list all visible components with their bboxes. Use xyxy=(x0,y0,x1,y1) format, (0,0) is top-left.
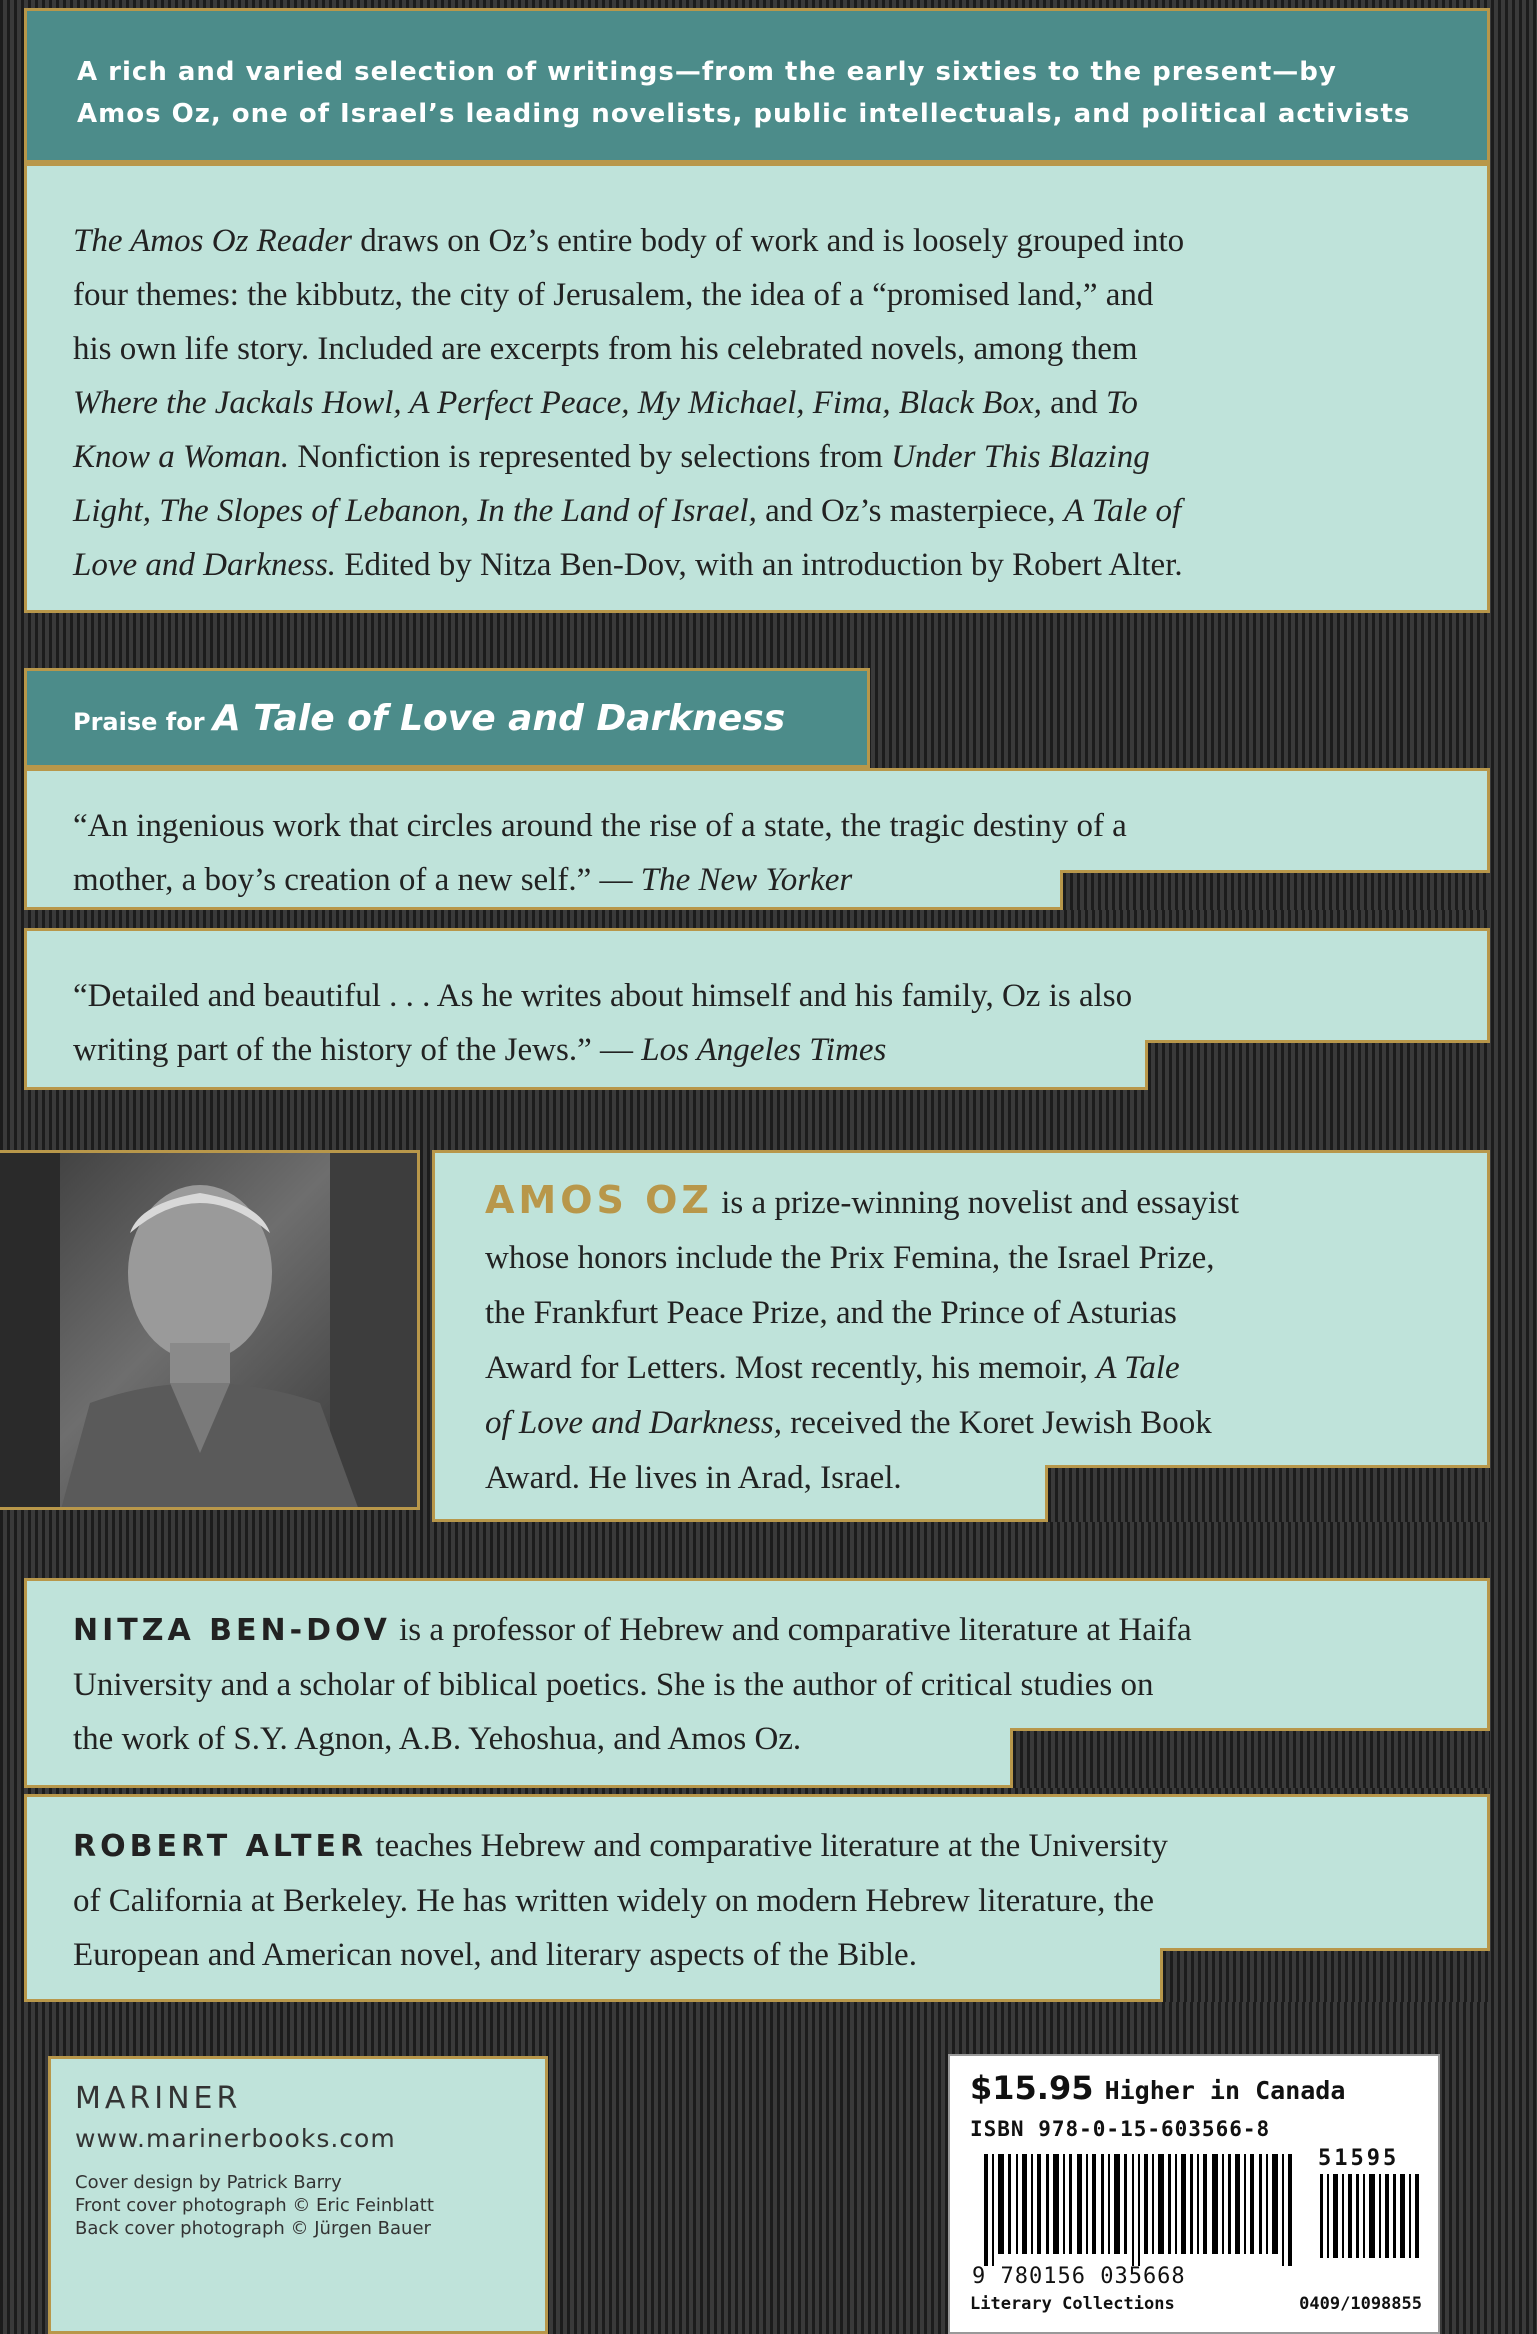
robert-name: ROBERT ALTER xyxy=(73,1829,368,1864)
desc-line-4 xyxy=(73,376,1447,430)
price-barcode xyxy=(1320,2174,1420,2258)
desc-title: The Amos Oz Reader xyxy=(73,223,352,259)
intro-line-2: Amos Oz, one of Israel’s leading novelists, public intellectuals, and political activists xyxy=(77,99,1411,129)
nitza-name: NITZA BEN-DOV xyxy=(73,1613,391,1648)
desc-italic: Under This Blazing xyxy=(891,439,1150,475)
amos-line-1 xyxy=(485,1173,1487,1231)
quote1-text: mother, a boy’s creation of a new self.” — xyxy=(73,862,641,898)
quote1-source: The New Yorker xyxy=(640,862,853,898)
desc-italic: A Tale of xyxy=(1063,493,1182,529)
desc-line-2 xyxy=(73,268,1447,322)
amos-line-6: Award. He lives in Arad, Israel. xyxy=(485,1460,902,1496)
amos-oz-name: AMOS OZ xyxy=(485,1178,713,1222)
desc-text: draws on Oz’s entire body of work and is loosely grouped into xyxy=(351,223,1185,259)
intro-line-1: A rich and varied selection of writings—from the early sixties to the present—by xyxy=(77,57,1337,87)
desc-text: and xyxy=(1041,385,1107,421)
portrait-illustration xyxy=(0,1153,420,1510)
desc-text: his own life story. Included are excerpts from his celebrated novels, among them xyxy=(73,331,1138,367)
category: Literary Collections xyxy=(970,2294,1175,2314)
nitza-line-1 xyxy=(73,1603,1487,1658)
desc-italic: Where the Jackals Howl, A Perfect Peace, My Michael, Fima, Black Box, xyxy=(73,385,1042,421)
quote2-notch xyxy=(1145,1040,1490,1090)
author-photo xyxy=(0,1150,420,1510)
amos-text: is a prize-winning novelist and essayist xyxy=(712,1185,1240,1221)
back-photo-credit: Back cover photograph © Jürgen Bauer xyxy=(75,2218,431,2239)
publisher-website: www.marinerbooks.com xyxy=(75,2124,396,2153)
quote1-notch xyxy=(1060,870,1490,910)
quote1-line-1: “An ingenious work that circles around the rise of a state, the tragic destiny of a xyxy=(73,808,1127,844)
barcode-number: 9 780156 035668 xyxy=(972,2264,1186,2289)
desc-text: Edited by Nitza Ben-Dov, with an introduction by Robert Alter. xyxy=(336,547,1183,583)
amos-line-3: the Frankfurt Peace Prize, and the Prince of Asturias xyxy=(485,1295,1177,1331)
nitza-notch xyxy=(1010,1728,1490,1788)
cover-design-credit: Cover design by Patrick Barry xyxy=(75,2172,342,2193)
amos-line-5 xyxy=(485,1396,1487,1451)
desc-italic: Love and Darkness. xyxy=(73,547,337,583)
desc-italic: Light, The Slopes of Lebanon, In the Land of Israel, xyxy=(73,493,757,529)
amos-memoir: of Love and Darkness, xyxy=(485,1405,782,1441)
robert-line-1 xyxy=(73,1819,1487,1874)
robert-notch xyxy=(1160,1948,1490,2002)
desc-line-3 xyxy=(73,322,1447,376)
publisher-box xyxy=(48,2056,548,2334)
robert-line-2: of California at Berkeley. He has written widely on modern Hebrew literature, the xyxy=(73,1883,1154,1919)
amos-text: Award for Letters. Most recently, his memoir, xyxy=(485,1350,1097,1386)
description-panel xyxy=(24,163,1490,613)
price-line xyxy=(970,2068,1422,2114)
desc-text: Nonfiction is represented by selections from xyxy=(289,439,892,475)
front-photo-credit: Front cover photograph © Eric Feinblatt xyxy=(75,2195,434,2216)
price-code: 51595 xyxy=(1318,2146,1400,2171)
desc-text: four themes: the kibbutz, the city of Jerusalem, the idea of a “promised land,” and xyxy=(73,277,1154,313)
desc-line-6 xyxy=(73,484,1447,538)
amos-text: received the Koret Jewish Book xyxy=(781,1405,1212,1441)
barcode-box xyxy=(948,2054,1440,2334)
quote2-line-1: “Detailed and beautiful . . . As he writes about himself and his family, Oz is also xyxy=(73,978,1133,1014)
isbn: ISBN 978-0-15-603566-8 xyxy=(970,2117,1271,2141)
amos-line-4 xyxy=(485,1341,1487,1396)
amos-line-2: whose honors include the Prix Femina, the Israel Prize, xyxy=(485,1240,1215,1276)
amos-memoir: A Tale xyxy=(1096,1350,1180,1386)
barcode-graphics xyxy=(970,2144,1422,2294)
quote2-source: Los Angeles Times xyxy=(641,1032,887,1068)
quote2-text: writing part of the history of the Jews.” — xyxy=(73,1032,642,1068)
praise-banner xyxy=(24,668,870,768)
price: $15.95 xyxy=(970,2069,1094,2107)
desc-line-1 xyxy=(73,214,1447,268)
catalog-code: 0409/1098855 xyxy=(1299,2294,1422,2314)
desc-italic: Know a Woman. xyxy=(73,439,290,475)
main-barcode xyxy=(984,2154,1304,2266)
desc-text: and Oz’s masterpiece, xyxy=(756,493,1064,529)
nitza-text: is a professor of Hebrew and comparative literature at Haifa xyxy=(390,1612,1192,1648)
publisher-name: MARINER xyxy=(75,2081,242,2116)
desc-line-7 xyxy=(73,538,1447,592)
intro-banner xyxy=(24,8,1490,163)
amos-notch xyxy=(1045,1465,1490,1522)
barcode-footer xyxy=(970,2294,1422,2322)
robert-line-3: European and American novel, and literary aspects of the Bible. xyxy=(73,1937,917,1973)
robert-text: teaches Hebrew and comparative literature at the University xyxy=(367,1828,1168,1864)
praise-label: Praise for xyxy=(73,708,213,736)
desc-italic: To xyxy=(1106,385,1138,421)
praise-title: A Tale of Love and Darkness xyxy=(212,698,786,739)
nitza-line-2: University and a scholar of biblical poetics. She is the author of critical studies on xyxy=(73,1667,1154,1703)
nitza-line-3: the work of S.Y. Agnon, A.B. Yehoshua, and Amos Oz. xyxy=(73,1721,802,1757)
price-note: Higher in Canada xyxy=(1104,2076,1346,2105)
desc-line-5 xyxy=(73,430,1447,484)
